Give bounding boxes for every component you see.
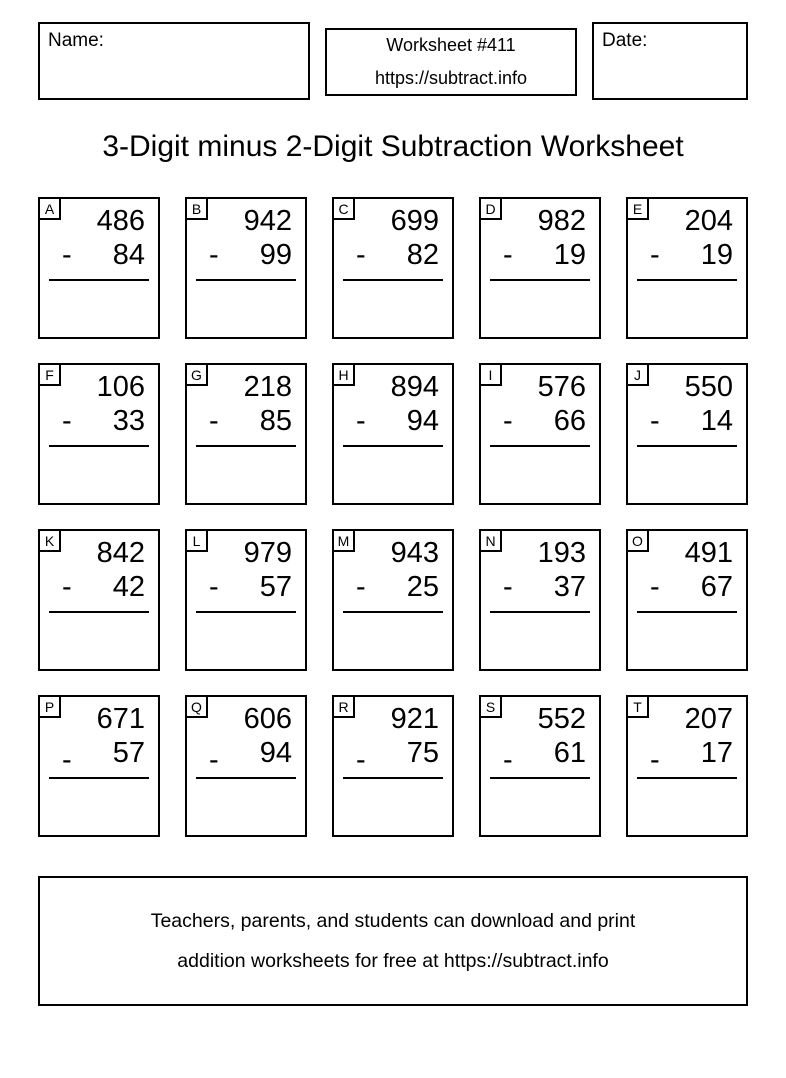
subtrahend: 33	[112, 405, 145, 437]
answer-space	[481, 281, 599, 319]
page-container	[0, 22, 786, 1006]
problem-label: R	[334, 697, 355, 718]
answer-space	[481, 613, 599, 651]
answer-space	[334, 779, 452, 817]
minuend: 979	[243, 537, 292, 569]
minus-sign: -	[209, 405, 219, 437]
minuend: 842	[96, 537, 145, 569]
problem-label: A	[40, 199, 61, 220]
problem-cell	[479, 363, 601, 505]
problem-cell	[626, 695, 748, 837]
problem-label: K	[40, 531, 61, 552]
problem-label: T	[628, 697, 649, 718]
minus-sign: -	[650, 405, 660, 437]
minuend: 699	[390, 205, 439, 237]
subtrahend: 19	[553, 239, 586, 271]
subtraction-row	[40, 736, 158, 776]
problem-cell	[38, 529, 160, 671]
answer-space	[334, 613, 452, 651]
answer-space	[628, 447, 746, 485]
date-label: Date:	[602, 30, 648, 51]
problem-label: H	[334, 365, 355, 386]
minus-sign: -	[62, 239, 72, 271]
subtrahend: 67	[700, 571, 733, 603]
subtraction-row	[334, 404, 452, 438]
subtraction-row	[187, 238, 305, 272]
subtrahend: 57	[112, 737, 145, 769]
problem-label: Q	[187, 697, 208, 718]
minuend: 576	[537, 371, 586, 403]
answer-space	[187, 779, 305, 817]
minuend: 218	[243, 371, 292, 403]
name-field-box	[38, 22, 310, 100]
minuend: 106	[96, 371, 145, 403]
subtraction-row	[628, 570, 746, 604]
subtraction-row	[481, 404, 599, 438]
subtraction-row	[334, 736, 452, 776]
problem-label: O	[628, 531, 649, 552]
problem-cell	[185, 695, 307, 837]
problem-label: N	[481, 531, 502, 552]
minus-sign: -	[62, 571, 72, 603]
minuend: 921	[390, 703, 439, 735]
problem-label: B	[187, 199, 208, 220]
answer-space	[187, 447, 305, 485]
problem-label: G	[187, 365, 208, 386]
minus-sign: -	[62, 405, 72, 437]
minuend: 204	[684, 205, 733, 237]
subtraction-row	[40, 238, 158, 272]
minus-sign: -	[356, 744, 366, 776]
minuend: 207	[684, 703, 733, 735]
minus-sign: -	[356, 571, 366, 603]
minuend: 550	[684, 371, 733, 403]
date-field-box	[592, 22, 748, 100]
minus-sign: -	[650, 239, 660, 271]
answer-space	[481, 447, 599, 485]
problem-label: M	[334, 531, 355, 552]
footer-line-1: Teachers, parents, and students can download and print	[150, 909, 636, 932]
answer-space	[40, 779, 158, 817]
subtrahend: 75	[406, 737, 439, 769]
worksheet-page	[0, 22, 786, 1078]
name-label: Name:	[48, 30, 104, 51]
problem-cell	[626, 529, 748, 671]
problem-cell	[479, 529, 601, 671]
page-title: 3-Digit minus 2-Digit Subtraction Worksheet	[102, 130, 684, 163]
subtrahend: 37	[553, 571, 586, 603]
minuend: 552	[537, 703, 586, 735]
minus-sign: -	[503, 239, 513, 271]
header	[38, 22, 748, 100]
worksheet-number: Worksheet #411	[386, 35, 516, 55]
minuend: 671	[96, 703, 145, 735]
problem-label: C	[334, 199, 355, 220]
answer-space	[334, 447, 452, 485]
subtrahend: 94	[259, 737, 292, 769]
worksheet-info-box	[325, 28, 577, 96]
problem-cell	[38, 363, 160, 505]
answer-space	[628, 779, 746, 817]
minus-sign: -	[356, 405, 366, 437]
problem-cell	[626, 197, 748, 339]
subtrahend: 57	[259, 571, 292, 603]
problem-cell	[332, 695, 454, 837]
minus-sign: -	[209, 744, 219, 776]
problem-label: I	[481, 365, 502, 386]
answer-space	[481, 779, 599, 817]
problem-cell	[332, 197, 454, 339]
subtraction-row	[481, 238, 599, 272]
problem-cell	[38, 695, 160, 837]
minus-sign: -	[503, 571, 513, 603]
minuend: 606	[243, 703, 292, 735]
footer-line-2: addition worksheets for free at https://subtract.info	[177, 949, 609, 972]
minuend: 894	[390, 371, 439, 403]
subtraction-row	[481, 570, 599, 604]
problems-grid	[38, 197, 748, 837]
problem-cell	[185, 529, 307, 671]
subtraction-row	[334, 570, 452, 604]
answer-space	[40, 447, 158, 485]
problem-label: J	[628, 365, 649, 386]
worksheet-url: https://subtract.info	[374, 68, 528, 88]
problem-label: L	[187, 531, 208, 552]
subtrahend: 94	[406, 405, 439, 437]
answer-space	[187, 613, 305, 651]
subtrahend: 66	[553, 405, 586, 437]
problem-label: E	[628, 199, 649, 220]
subtrahend: 99	[259, 239, 292, 271]
minus-sign: -	[650, 571, 660, 603]
answer-space	[628, 613, 746, 651]
answer-space	[187, 281, 305, 319]
problem-cell	[38, 197, 160, 339]
problem-label: P	[40, 697, 61, 718]
subtrahend: 17	[700, 737, 733, 769]
subtraction-row	[187, 404, 305, 438]
subtraction-row	[40, 404, 158, 438]
subtrahend: 85	[259, 405, 292, 437]
subtraction-row	[628, 736, 746, 776]
footer-box	[38, 876, 748, 1006]
problem-cell	[332, 363, 454, 505]
problem-cell	[185, 363, 307, 505]
subtraction-row	[334, 238, 452, 272]
answer-space	[628, 281, 746, 319]
subtrahend: 19	[700, 239, 733, 271]
subtrahend: 82	[406, 239, 439, 271]
answer-space	[40, 281, 158, 319]
problem-label: S	[481, 697, 502, 718]
subtrahend: 42	[112, 571, 145, 603]
minuend: 491	[684, 537, 733, 569]
minus-sign: -	[209, 571, 219, 603]
subtrahend: 61	[553, 737, 586, 769]
subtraction-row	[628, 404, 746, 438]
problem-label: F	[40, 365, 61, 386]
problem-cell	[332, 529, 454, 671]
problem-cell	[626, 363, 748, 505]
subtrahend: 14	[700, 405, 733, 437]
answer-space	[334, 281, 452, 319]
problem-cell	[185, 197, 307, 339]
subtraction-row	[187, 570, 305, 604]
subtraction-row	[481, 736, 599, 776]
minuend: 486	[96, 205, 145, 237]
subtrahend: 84	[112, 239, 145, 271]
minuend: 982	[537, 205, 586, 237]
problem-label: D	[481, 199, 502, 220]
subtrahend: 25	[406, 571, 439, 603]
minuend: 193	[537, 537, 586, 569]
minus-sign: -	[356, 239, 366, 271]
minus-sign: -	[62, 744, 72, 776]
subtraction-row	[628, 238, 746, 272]
problem-cell	[479, 197, 601, 339]
subtraction-row	[40, 570, 158, 604]
minus-sign: -	[503, 744, 513, 776]
minus-sign: -	[650, 744, 660, 776]
subtraction-row	[187, 736, 305, 776]
minuend: 943	[390, 537, 439, 569]
minuend: 942	[243, 205, 292, 237]
answer-space	[40, 613, 158, 651]
minus-sign: -	[503, 405, 513, 437]
minus-sign: -	[209, 239, 219, 271]
problem-cell	[479, 695, 601, 837]
